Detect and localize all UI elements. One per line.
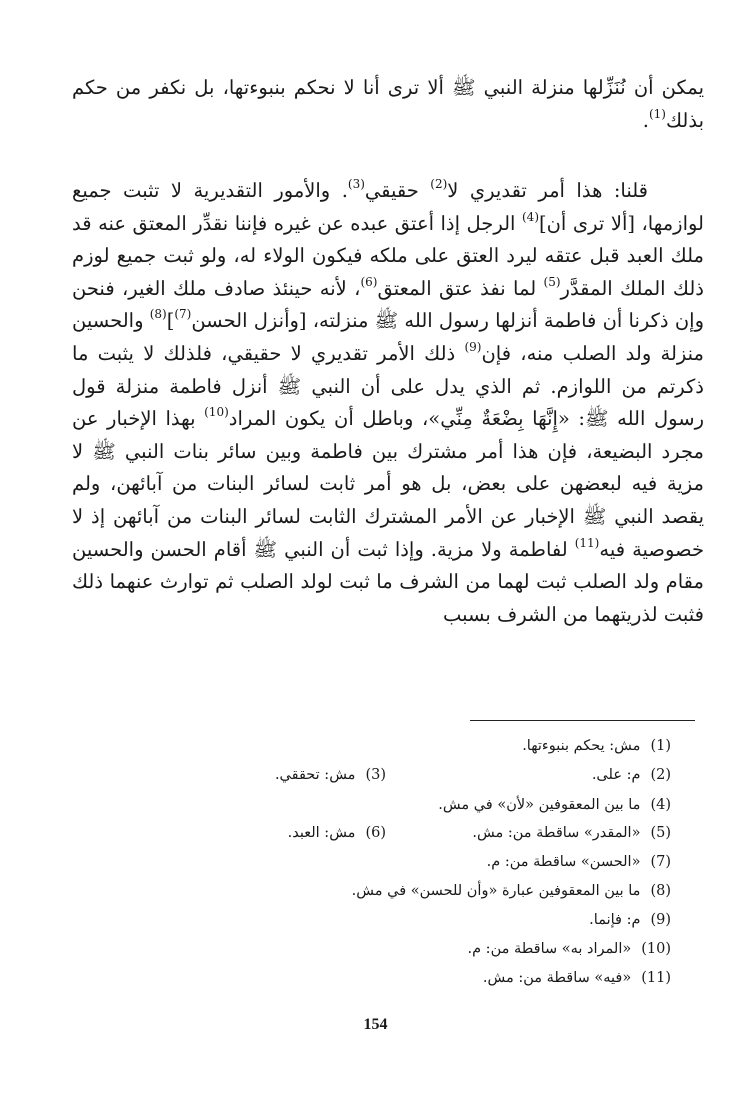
footnote-marker[interactable]: (5) xyxy=(543,274,561,289)
footnote-text: ما بين المعقوفين عبارة «وأن للحسن» في مش. xyxy=(351,883,641,899)
footnote-marker[interactable]: (1) xyxy=(648,106,666,121)
footnote-7 xyxy=(487,852,671,872)
text-span: لفاطمة ولا مزية. وإذا ثبت أن النبي ﷺ أقام الحسن والحسين مقام ولد الصلب ثبت لهما من الشرف ما ثبت لولد الصلب ثم توارث عنهما ذلك فثبت لذريتهما من الشرف بسبب xyxy=(72,537,704,626)
text-span: لما نفذ عتق المعتق xyxy=(377,276,544,300)
page-number: 154 xyxy=(363,1016,388,1033)
footnote-text: ما بين المعقوفين «لأن» في مش. xyxy=(438,797,641,813)
footnote-number: (6) xyxy=(365,825,386,841)
footnote-text: م: فإنما. xyxy=(589,912,641,928)
footnote-marker[interactable]: (8) xyxy=(149,307,167,322)
paragraph-2 xyxy=(72,175,704,631)
footnote-text: مش: تحققي. xyxy=(274,767,356,783)
footnote-number: (1) xyxy=(650,738,671,754)
footnote-marker[interactable]: (2) xyxy=(430,177,448,191)
footnote-text: م: على. xyxy=(591,767,641,783)
text-span: . xyxy=(642,108,649,132)
footnote-text: «المراد به» ساقطة من: م. xyxy=(467,941,632,957)
footnote-marker[interactable]: (10) xyxy=(204,405,229,420)
footnote-number: (7) xyxy=(650,854,671,870)
footnote-4 xyxy=(438,795,671,815)
paragraph-1 xyxy=(72,72,704,137)
text-span: ] xyxy=(166,309,175,333)
footnote-11 xyxy=(483,968,671,988)
text-span: والحسين منزلة ولد الصلب منه، فإن xyxy=(72,309,704,365)
footnote-marker[interactable]: (11) xyxy=(574,535,600,550)
footnote-text: «المقدر» ساقطة من: مش. xyxy=(472,825,641,841)
text-span: الرجل إذا أعتق عبده عن غيره فإننا نقدِّر المعتق عنه قد ملك العبد قبل عتقه ليرد العتق على ملكه فيكون الولاء له، ولو ثبت جميع لوزم ذلك الملك المقدَّر xyxy=(72,211,704,300)
footnote-number: (5) xyxy=(650,825,671,841)
footnote-marker[interactable]: (3) xyxy=(347,177,365,191)
footnote-text: مش: يحكم بنبوءتها. xyxy=(522,738,641,754)
footnote-3 xyxy=(275,765,386,785)
footnote-9 xyxy=(589,910,671,930)
footnote-number: (9) xyxy=(650,912,671,928)
footnote-number: (4) xyxy=(650,797,671,813)
footnote-marker[interactable]: (6) xyxy=(360,274,378,289)
footnote-number: (3) xyxy=(365,767,386,783)
footnote-marker[interactable]: (7) xyxy=(174,307,192,322)
footnote-marker[interactable]: (4) xyxy=(522,209,539,224)
footnote-text: «الحسن» ساقطة من: م. xyxy=(486,854,641,870)
footnote-6 xyxy=(288,823,386,843)
footnote-8 xyxy=(352,881,671,901)
footnote-10 xyxy=(467,939,671,959)
text-span: قلنا: هذا أمر تقديري لا xyxy=(447,179,648,202)
footnote-text: «فيه» ساقطة من: مش. xyxy=(482,970,632,986)
footnote-5 xyxy=(472,823,671,843)
text-span: حقيقي xyxy=(364,179,431,202)
text-span: ذلك الأمر تقديري لا حقيقي، فلذلك لا يثبت ما ذكرتم من اللوازم. ثم الذي يدل على أن النبي ﷺ أنزل فاطمة منزلة قول رسول الله ﷺ: «إِنَّهَا بِضْعَةٌ مِنِّي»، وباطل أن يكون المراد xyxy=(72,341,704,431)
text-span: بهذا الإخبار عن مجرد البضيعة، فإن هذا أمر مشترك بين فاطمة وبين سائر بنات النبي ﷺ لا مزية فيه لبعضهن على بعض، بل هو أمر ثابت لسائر البنات من آبائهن، ولم يقصد النبي ﷺ الإخبار عن الأمر المشترك الثابت لسائر البنات من آبائهن إذ لا خصوصية فيه xyxy=(72,407,705,561)
text-span: ، لأنه حينئذ صادف ملك الغير، فنحن وإن ذكرنا أن فاطمة أنزلها رسول الله ﷺ منزلته، [وأنزل الحسن xyxy=(72,276,704,333)
footnote-number: (2) xyxy=(650,767,671,783)
footnote-separator xyxy=(470,720,695,721)
text-span: . والأمور التقديرية لا تثبت جميع لوازمها، [ألا ترى أن] xyxy=(72,179,704,235)
footnote-marker[interactable]: (9) xyxy=(464,339,482,354)
footnote-number: (11) xyxy=(641,970,671,986)
footnote-1 xyxy=(522,736,671,756)
text-span: يمكن أن نُنَزِّلها منزلة النبي ﷺ ألا ترى أنا لا نحكم بنبوءتها، بل نكفر من حكم بذلك xyxy=(72,76,704,132)
footnote-text: مش: العبد. xyxy=(287,825,356,841)
footnote-number: (8) xyxy=(650,883,671,899)
footnote-2 xyxy=(592,765,671,785)
footnote-number: (10) xyxy=(641,941,671,957)
